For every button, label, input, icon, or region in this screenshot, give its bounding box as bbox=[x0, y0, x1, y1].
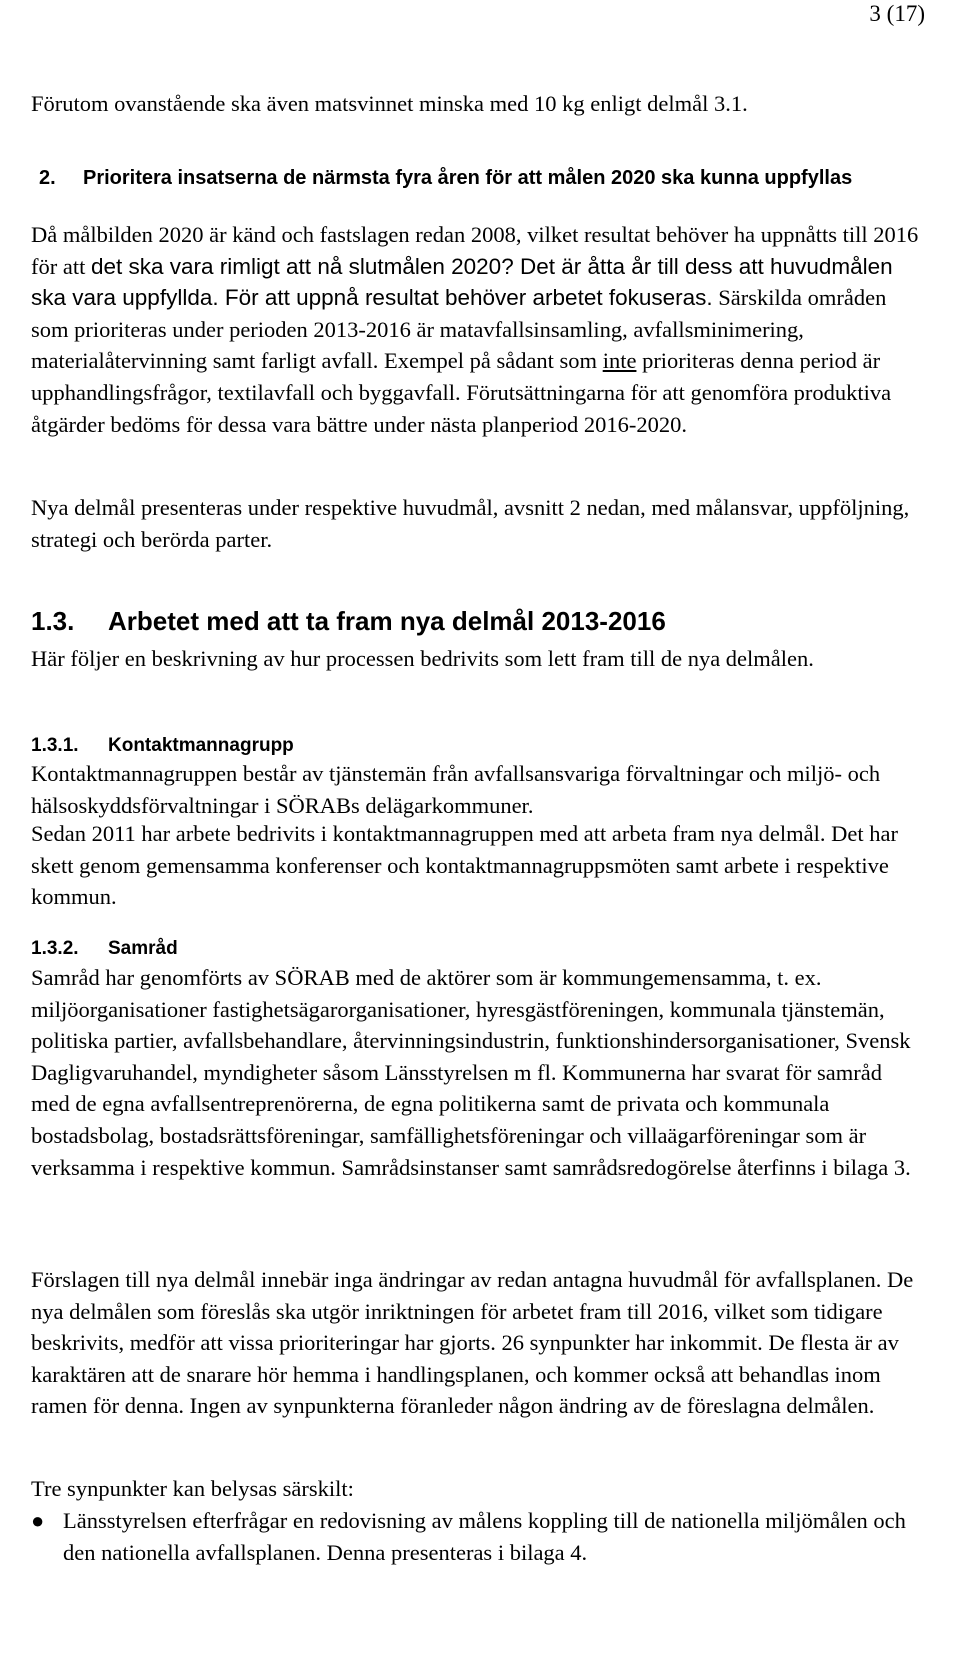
section-1-3-2-title: Samråd bbox=[108, 938, 178, 959]
section-1-3-1-title: Kontaktmannagrupp bbox=[108, 735, 294, 756]
bullet-list-item bbox=[31, 1505, 926, 1568]
section-2-paragraph-2: Nya delmål presenteras under respektive huvudmål, avsnitt 2 nedan, med målansvar, uppföljning, strategi och berörda parter. bbox=[31, 495, 910, 552]
section-1-3-2-number: 1.3.2. bbox=[31, 938, 79, 959]
section-1-3-heading bbox=[31, 605, 926, 637]
section-1-3-1-paragraph-1: Kontaktmannagruppen består av tjänstemän från avfallsansvariga förvaltningar och miljö- och hälsoskyddsförvaltningar i SÖRABs delägarkommuner. bbox=[31, 761, 881, 818]
section-1-3-number: 1.3. bbox=[31, 606, 75, 636]
section-2-paragraph-1-part-4: prioriteras denna period är upphandlingsfrågor, textilavfall och byggavfall. Förutsättningarna för att genomföra produktiva åtgärder bedöms för dessa vara bättre under nästa planperiod 2016-2020. bbox=[31, 348, 892, 437]
section-1-3-title: Arbetet med att ta fram nya delmål 2013-2016 bbox=[108, 606, 666, 636]
page-number: 3 (17) bbox=[869, 1, 925, 26]
section-2-paragraph-1 bbox=[31, 219, 926, 440]
section-1-3-2-heading bbox=[31, 937, 926, 961]
section-1-3-2-paragraph-2: Förslagen till nya delmål innebär inga ändringar av redan antagna huvudmål för avfallsplanen. De nya delmålen som föreslås ska utgör inriktningen för arbetet fram till 2016, vilket som tidigare beskrivits, medför att vissa prioriteringar har gjorts. 26 synpunkter har inkommit. De flesta är av karaktären att de snarare hör hemma i handlingsplanen, och kommer också att behandlas inom ramen för denna. Ingen av synpunkterna föranleder någon ändring av de föreslagna delmålen. bbox=[31, 1267, 914, 1419]
section-2-title: Prioritera insatserna de närmsta fyra åren för att målen 2020 ska kunna uppfyllas bbox=[83, 167, 853, 189]
underlined-word: inte bbox=[602, 348, 637, 374]
section-2-paragraph-1-part-2: det ska vara rimligt att nå slutmålen 2020? Det är åtta år till dess att huvudmålen ska vara uppfyllda. För att uppnå resultat behöver arbetet fokuseras. bbox=[31, 253, 893, 311]
section-2-paragraph-1-part-1: Då målbilden 2020 är känd och fastslagen redan 2008, vilket resultat behöver ha uppnåtts till 2016 för att bbox=[31, 222, 919, 279]
section-2-number: 2. bbox=[39, 167, 56, 189]
section-2-paragraph-1-part-3: Särskilda områden som prioriteras under perioden 2013-2016 är matavfallsinsamling, avfallsminimering, materialåtervinning samt farligt avfall. Exempel på sådant som bbox=[31, 285, 887, 374]
bullet-text: Länsstyrelsen efterfrågar en redovisning av målens koppling till de nationella miljömålen och den nationella avfallsplanen. Denna presenteras i bilaga 4. bbox=[63, 1508, 906, 1565]
section-1-3-1-heading bbox=[31, 734, 926, 758]
intro-paragraph: Förutom ovanstående ska även matsvinnet minska med 10 kg enligt delmål 3.1. bbox=[31, 91, 748, 116]
bullet-icon: ● bbox=[31, 1508, 45, 1533]
section-1-3-paragraph: Här följer en beskrivning av hur processen bedrivits som lett fram till de nya delmålen. bbox=[31, 646, 814, 671]
section-1-3-2-paragraph-3: Tre synpunkter kan belysas särskilt: bbox=[31, 1476, 354, 1501]
section-1-3-2-paragraph-1: Samråd har genomförts av SÖRAB med de aktörer som är kommungemensamma, t. ex. miljöorganisationer fastighetsägarorganisationer, hyresgästföreningen, kommunala tjänstemän, politiska partier, avfallsbehandlare, återvinningsindustrin, funktionshindersorganisationer, Svensk Dagligvaruhandel, myndigheter såsom Länsstyrelsen m fl. Kommunerna har svarat för samråd med de egna avfallsentreprenörerna, de egna politikerna samt de privata och kommunala bostadsbolag, bostadsrättsföreningar, samfällighetsföreningar och villaägarföreningar som är verksamma i respektive kommun. Samrådsinstanser samt samrådsredogörelse återfinns i bilaga 3. bbox=[31, 965, 911, 1180]
section-2-heading bbox=[31, 166, 926, 190]
section-1-3-1-number: 1.3.1. bbox=[31, 735, 79, 756]
section-1-3-1-paragraph-2: Sedan 2011 har arbete bedrivits i kontaktmannagruppen med att arbeta fram nya delmål. Det har skett genom gemensamma konferenser och kontaktmannagruppsmöten samt arbete i respektive kommun. bbox=[31, 821, 898, 910]
